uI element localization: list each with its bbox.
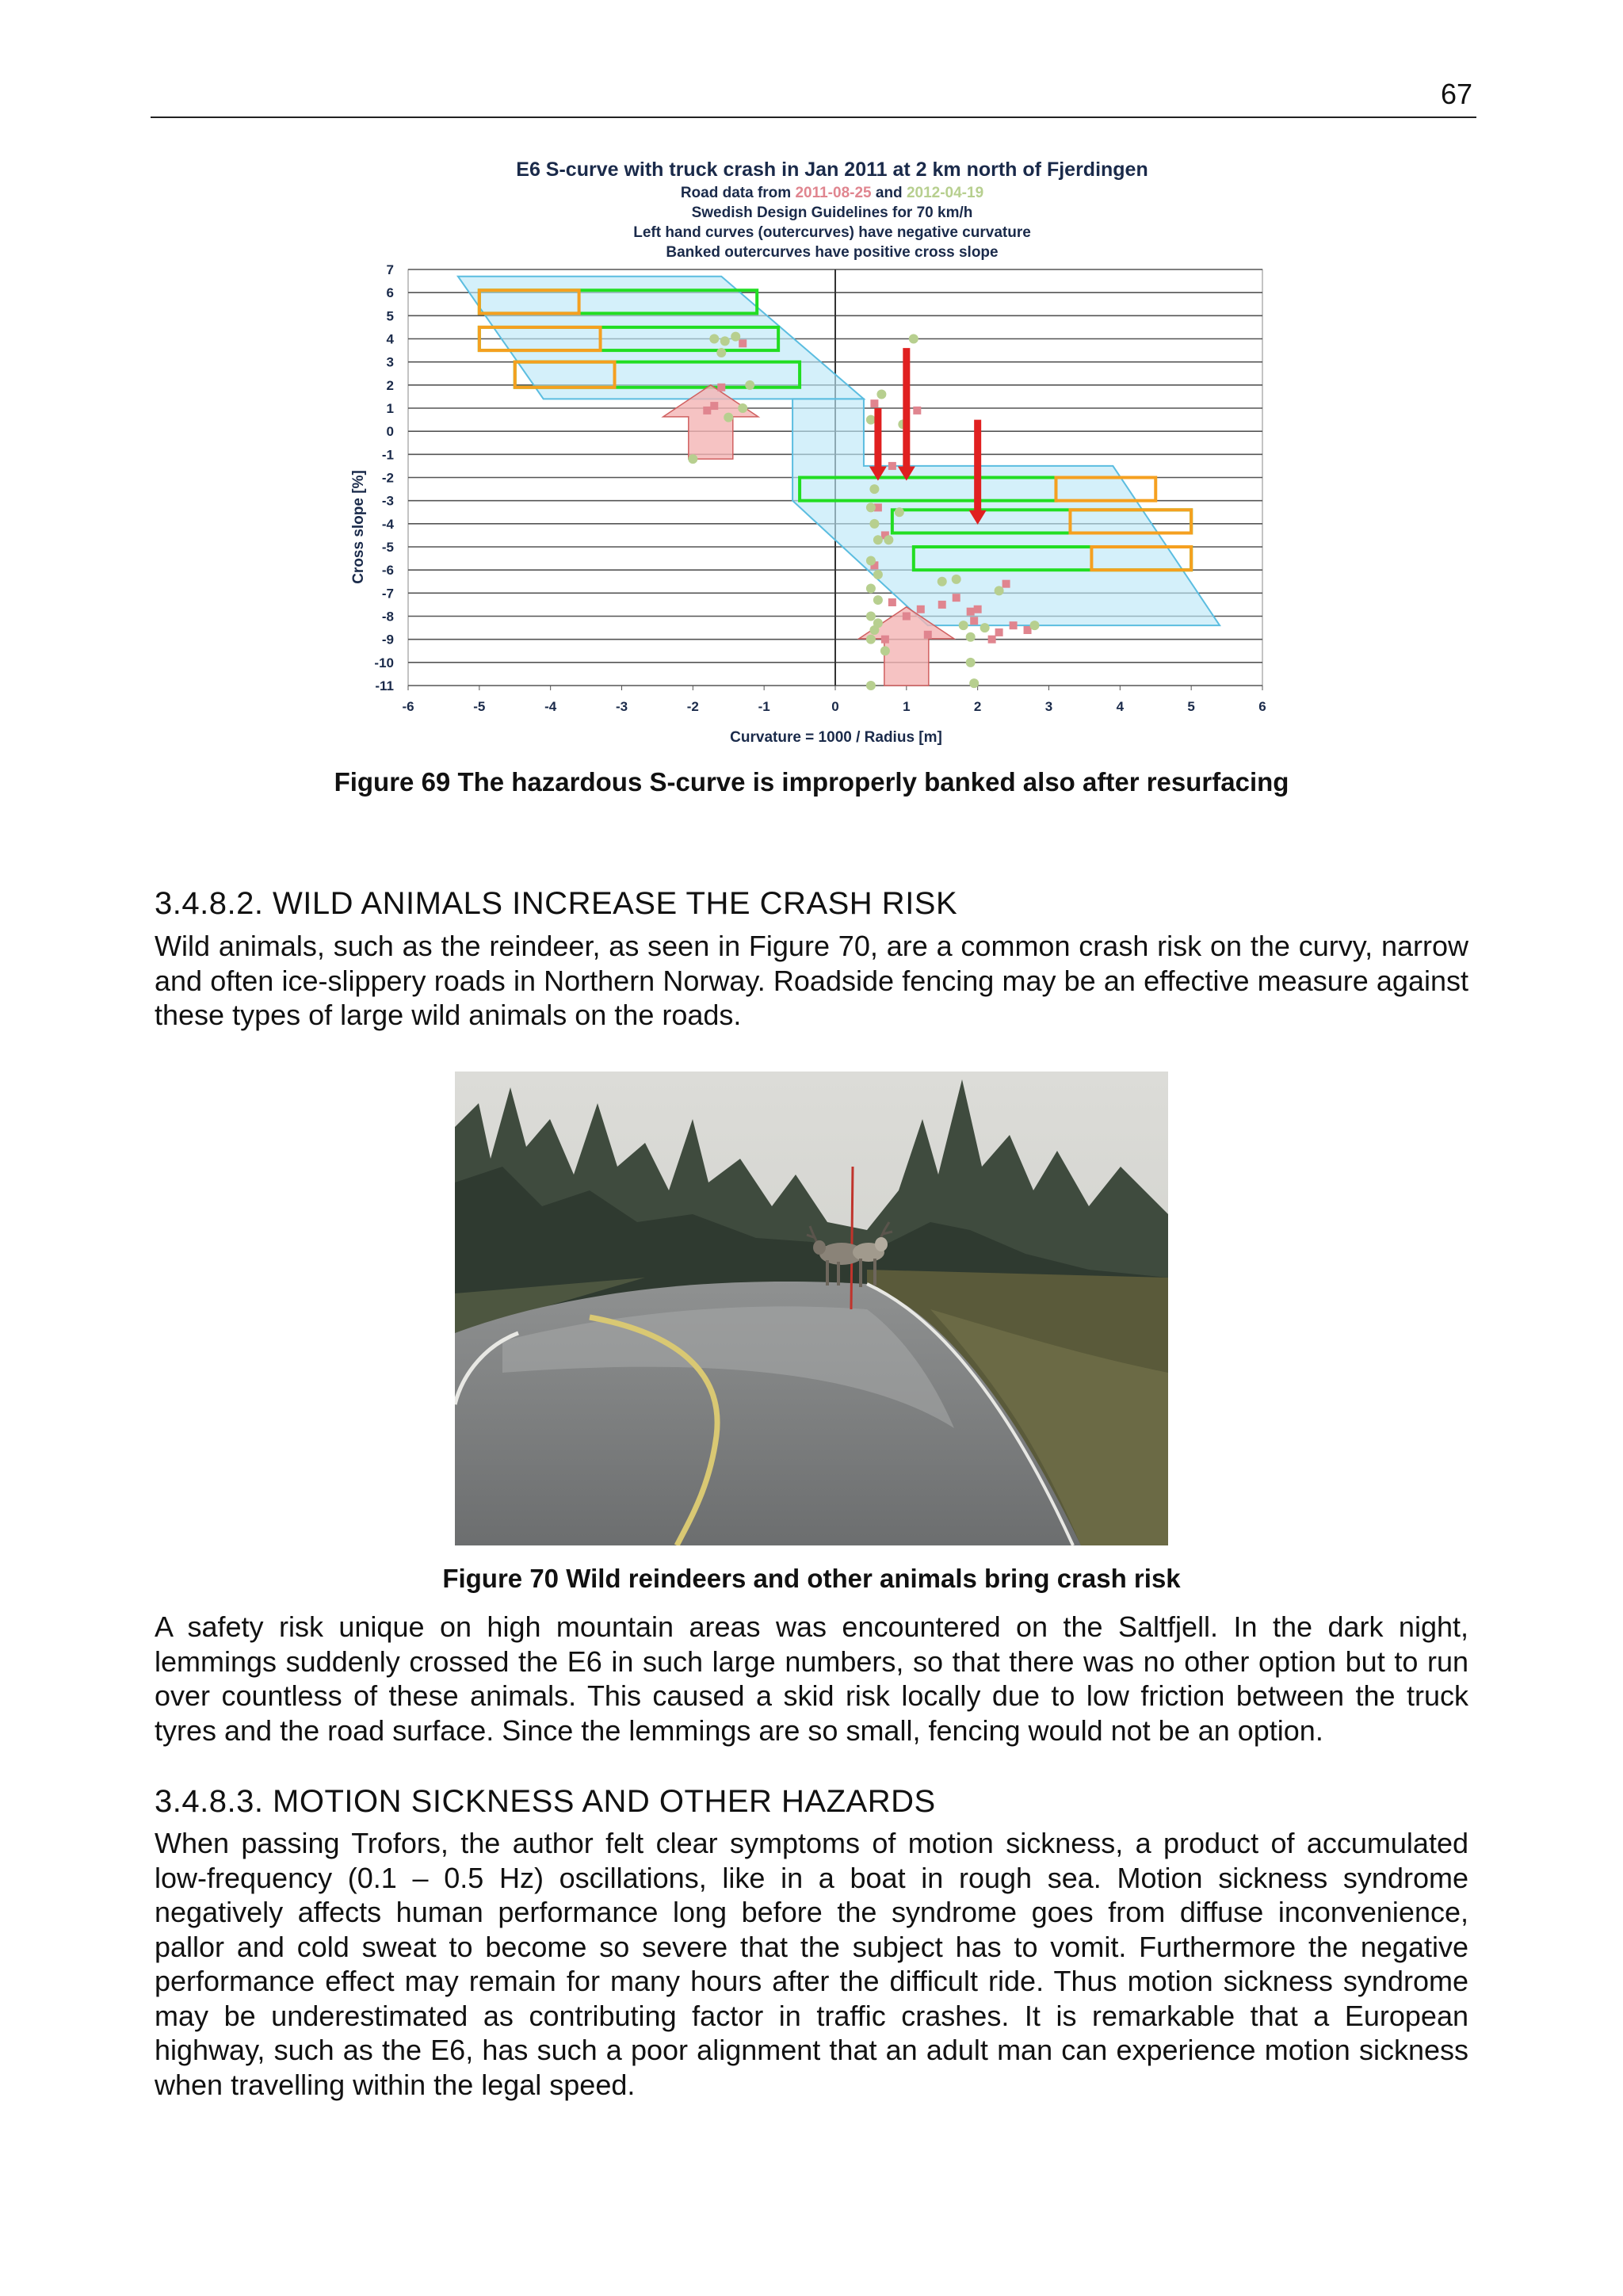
paragraph-motion-sickness: When passing Trofors, the author felt clear symptoms of motion sickness, a product of accumulated low-frequency (0.1 – 0.5 Hz) oscillations, like in a boat in rough sea. Motion sickness syndrome negatively affects human performance long before the syndrome goes from diffuse inconvenience, pallor and cold sweat to become so severe that the subject has to vomit. Furthermore the negative performance effect may remain for many hours after the difficult ride. Thus motion sickness syndrome may be underestimated as contributing factor in traffic crashes. It is remarkable that a European highway, such as the E6, has such a poor alignment that an adult man can experience motion sickness when travelling within the legal speed. [155, 1827, 1468, 2101]
x-tick-label: -2 [686, 699, 699, 714]
y-tick-label: -5 [381, 540, 394, 555]
data-point-2011 [870, 399, 878, 407]
y-tick-label: -8 [381, 609, 394, 625]
data-point-2012 [724, 413, 733, 422]
x-tick-label: 5 [1187, 699, 1195, 714]
data-point-2012 [866, 612, 876, 621]
data-point-2011 [739, 339, 747, 347]
plot-area [374, 262, 1266, 714]
data-point-2012 [959, 621, 968, 630]
data-point-2012 [966, 632, 976, 642]
x-tick-label: 3 [1044, 699, 1053, 714]
data-point-2012 [880, 646, 890, 655]
data-point-2011 [974, 606, 982, 613]
data-point-2011 [913, 407, 921, 415]
chart-xlabel: Curvature = 1000 / Radius [m] [730, 729, 942, 746]
x-tick-label: 1 [903, 699, 911, 714]
section-heading-motion-sickness: 3.4.8.3. MOTION SICKNESS AND OTHER HAZARDS [155, 1784, 936, 1819]
data-point-2012 [876, 390, 886, 399]
x-tick-label: 4 [1116, 699, 1125, 714]
data-point-2011 [1010, 621, 1018, 629]
chart-svg [341, 151, 1284, 753]
y-tick-label: -11 [375, 678, 394, 693]
data-point-2011 [717, 384, 725, 392]
data-point-2011 [1002, 580, 1010, 588]
subtitle-date1: 2011-08-25 [795, 185, 872, 201]
data-point-2011 [903, 613, 911, 621]
data-point-2012 [873, 535, 883, 544]
y-tick-label: 7 [386, 262, 394, 277]
data-point-2011 [888, 598, 896, 606]
reindeer-road-illustration [455, 1072, 1168, 1545]
data-point-2012 [969, 678, 979, 688]
data-point-2012 [866, 681, 876, 690]
data-point-2012 [873, 595, 883, 605]
data-point-2012 [952, 575, 961, 584]
data-point-2011 [988, 636, 996, 644]
figure-69-chart [341, 151, 1284, 753]
y-tick-label: 4 [386, 331, 394, 347]
data-point-2012 [966, 658, 976, 667]
y-tick-label: 5 [386, 308, 394, 324]
subtitle-prefix: Road data from [680, 185, 796, 201]
y-tick-label: -3 [381, 493, 394, 509]
data-point-2012 [909, 334, 918, 344]
data-point-2011 [881, 636, 889, 644]
figure-69-caption: Figure 69 The hazardous S-curve is improperly banked also after resurfacing [334, 767, 1289, 797]
data-point-2012 [873, 570, 883, 579]
y-tick-label: -9 [381, 632, 394, 648]
data-point-2012 [938, 577, 947, 586]
y-tick-label: -7 [381, 586, 394, 602]
data-point-2011 [938, 601, 946, 609]
x-tick-label: -3 [615, 699, 628, 714]
chart-subtitle-3: Left hand curves (outercurves) have negative curvature [633, 224, 1031, 241]
y-tick-label: -6 [381, 563, 394, 579]
section-heading-wild-animals: 3.4.8.2. WILD ANIMALS INCREASE THE CRASH RISK [155, 886, 958, 921]
y-tick-label: 1 [386, 401, 394, 416]
x-tick-label: 6 [1258, 699, 1266, 714]
data-point-2012 [745, 380, 754, 390]
chart-title: E6 S-curve with truck crash in Jan 2011 at 2 km north of Fjerdingen [516, 159, 1148, 181]
data-point-2012 [869, 484, 879, 494]
y-tick-label: 0 [386, 424, 394, 440]
data-point-2012 [869, 519, 879, 529]
x-tick-label: -4 [544, 699, 557, 714]
x-tick-label: 0 [831, 699, 839, 714]
x-tick-label: -6 [402, 699, 414, 714]
data-point-2011 [995, 628, 1003, 636]
chart-subtitle-4: Banked outercurves have positive cross slope [666, 244, 999, 261]
data-point-2012 [866, 415, 876, 425]
data-point-2011 [888, 462, 896, 470]
data-point-2012 [731, 332, 740, 342]
data-point-2012 [716, 348, 726, 357]
data-point-2012 [738, 403, 747, 413]
subtitle-and: and [871, 185, 907, 201]
x-tick-label: -5 [473, 699, 486, 714]
x-tick-label: 2 [973, 699, 982, 714]
header-rule [151, 117, 1476, 118]
paragraph-lemmings: A safety risk unique on high mountain areas was encountered on the Saltfjell. In the dark night, lemmings suddenly crossed the E6 in such large numbers, so that there was no other option but to run over countless of these animals. This caused a skid risk locally due to low friction between the truck tyres and the road surface. Since the lemmings are so small, fencing would not be an option. [155, 1610, 1468, 1747]
data-point-2011 [703, 407, 711, 415]
y-tick-label: -10 [374, 655, 394, 670]
figure-70-photo [455, 1072, 1168, 1545]
data-point-2012 [866, 584, 876, 594]
data-point-2011 [953, 594, 960, 602]
y-tick-label: 6 [386, 285, 394, 301]
paragraph-wild-animals: Wild animals, such as the reindeer, as seen in Figure 70, are a common crash risk on the curvy, narrow and often ice-slippery roads in Northern Norway. Roadside fencing may be an effective measure against these types of large wild animals on the roads. [155, 930, 1468, 1031]
data-point-2012 [688, 454, 697, 464]
data-point-2012 [995, 586, 1004, 595]
data-point-2012 [866, 502, 876, 512]
chart-subtitle-2: Swedish Design Guidelines for 70 km/h [691, 204, 973, 221]
subtitle-date2: 2012-04-19 [906, 185, 984, 201]
data-point-2012 [709, 334, 719, 344]
data-point-2012 [720, 336, 730, 346]
y-tick-label: -4 [381, 516, 394, 532]
data-point-2012 [866, 556, 876, 566]
page-number: 67 [1440, 78, 1472, 110]
data-point-2011 [917, 606, 925, 613]
data-point-2012 [895, 507, 904, 517]
data-point-2012 [884, 535, 893, 544]
data-point-2012 [1030, 621, 1040, 630]
y-tick-label: -2 [381, 470, 394, 486]
y-tick-label: 2 [386, 377, 394, 393]
figure-70-caption: Figure 70 Wild reindeers and other animals bring crash risk [442, 1564, 1181, 1593]
chart-ylabel: Cross slope [%] [350, 470, 367, 584]
chart-subtitle-1 [681, 185, 983, 201]
y-tick-label: 3 [386, 354, 394, 370]
data-point-2012 [866, 635, 876, 644]
y-tick-label: -1 [381, 447, 394, 463]
data-point-2012 [980, 623, 990, 632]
data-point-2011 [967, 608, 975, 616]
x-tick-label: -1 [758, 699, 770, 714]
data-point-2012 [873, 618, 883, 628]
data-point-2011 [924, 631, 932, 639]
data-point-2011 [970, 617, 978, 625]
data-point-2011 [710, 402, 718, 410]
